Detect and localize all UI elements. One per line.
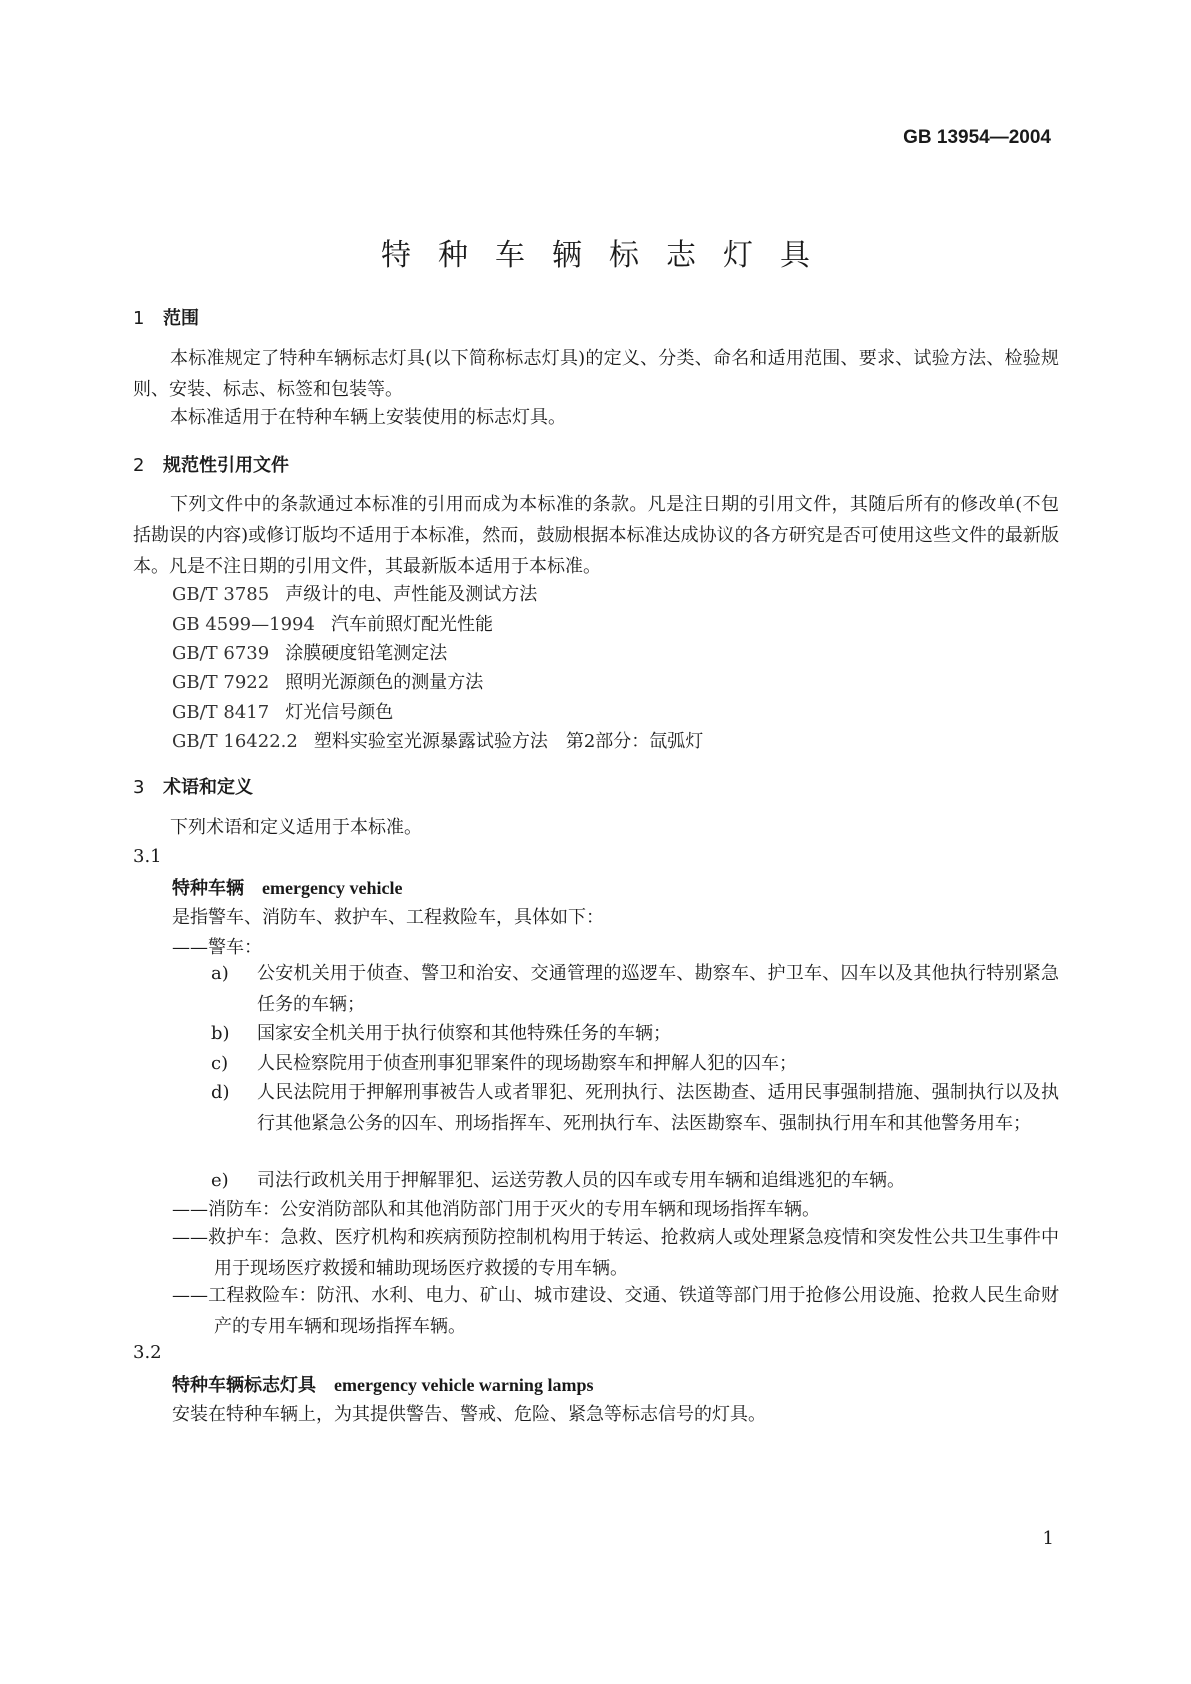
page-number: 1 (1042, 1528, 1054, 1549)
rescue-vehicle-definition (172, 1280, 1059, 1342)
term-definition: 安装在特种车辆上，为其提供警告、警戒、危险、紧急等标志信号的灯具。 (172, 1404, 766, 1425)
list-item (211, 1165, 1059, 1196)
reference-item (172, 580, 537, 606)
list-text: 公安机关用于侦查、警卫和治安、交通管理的巡逻车、勘察车、护卫车、囚车以及其他执行特别紧急任务的车辆； (257, 963, 1059, 1015)
reference-item (172, 639, 447, 665)
reference-code: GB/T 8417 (172, 702, 270, 723)
term-number: 3.2 (133, 1342, 162, 1363)
reference-item (172, 727, 703, 753)
section-title: 规范性引用文件 (163, 455, 289, 476)
list-label: c) (211, 1053, 229, 1074)
term-english: emergency vehicle (262, 878, 403, 898)
section-3-paragraph-1: 下列术语和定义适用于本标准。 (170, 817, 422, 838)
reference-item (172, 668, 483, 694)
reference-code: GB/T 6739 (172, 643, 270, 664)
section-number: 3 (133, 777, 145, 798)
reference-title: 塑料实验室光源暴露试验方法 第2部分：氙弧灯 (313, 731, 704, 752)
standard-code: GB 13954—2004 (903, 127, 1051, 148)
section-1-paragraph-2: 本标准适用于在特种车辆上安装使用的标志灯具。 (170, 407, 566, 428)
reference-title: 汽车前照灯配光性能 (330, 614, 493, 635)
list-text: 人民法院用于押解刑事被告人或者罪犯、死刑执行、法医勘查、适用民事强制措施、强制执行以及执行其他紧急公务的囚车、刑场指挥车、死刑执行车、法医勘察车、强制执行用车和其他警务用车； (257, 1082, 1059, 1134)
term-intro: 是指警车、消防车、救护车、工程救险车，具体如下： (172, 907, 604, 928)
reference-item (172, 698, 393, 724)
term-english: emergency vehicle warning lamps (334, 1375, 594, 1395)
section-title: 范围 (163, 308, 199, 329)
police-vehicle-heading: ——警车： (172, 937, 262, 958)
reference-item (172, 610, 493, 636)
reference-code: GB/T 3785 (172, 584, 270, 605)
list-text: 人民检察院用于侦查刑事犯罪案件的现场勘察车和押解人犯的囚车； (257, 1053, 797, 1074)
definition-text: ——工程救险车：防汛、水利、电力、矿山、城市建设、交通、铁道等部门用于抢修公用设施、抢救人民生命财产的专用车辆和现场指挥车辆。 (172, 1285, 1059, 1337)
term-chinese: 特种车辆标志灯具 (172, 1375, 316, 1396)
section-number: 1 (133, 308, 145, 329)
definition-text: ——救护车：急救、医疗机构和疾病预防控制机构用于转运、抢救病人或处理紧急疫情和突发性公共卫生事件中用于现场医疗救援和辅助现场医疗救援的专用车辆。 (172, 1227, 1059, 1279)
list-label: b) (211, 1023, 230, 1044)
term-heading (172, 874, 402, 900)
reference-title: 涂膜硬度铅笔测定法 (285, 643, 448, 664)
reference-code: GB/T 7922 (172, 672, 270, 693)
list-item (211, 1077, 1059, 1139)
reference-code: GB 4599—1994 (172, 614, 315, 635)
section-number: 2 (133, 455, 145, 476)
section-1-paragraph-1: 本标准规定了特种车辆标志灯具(以下简称标志灯具)的定义、分类、命名和适用范围、要求、试验方法、检验规则、安装、标志、标签和包装等。 (133, 348, 1059, 400)
term-number: 3.1 (133, 846, 162, 867)
reference-title: 照明光源颜色的测量方法 (285, 672, 484, 693)
list-label: a) (211, 963, 229, 984)
reference-code: GB/T 16422.2 (172, 731, 298, 752)
list-label: d) (211, 1082, 230, 1103)
section-3-heading (133, 773, 253, 799)
list-item (211, 1048, 1059, 1079)
list-text: 司法行政机关用于押解罪犯、运送劳教人员的囚车或专用车辆和追缉逃犯的车辆。 (257, 1170, 905, 1191)
term-chinese: 特种车辆 (172, 878, 244, 899)
term-heading (172, 1371, 593, 1397)
list-label: e) (211, 1170, 229, 1191)
reference-title: 声级计的电、声性能及测试方法 (285, 584, 538, 605)
section-title: 术语和定义 (163, 777, 253, 798)
list-text: 国家安全机关用于执行侦察和其他特殊任务的车辆； (257, 1023, 671, 1044)
ambulance-definition (172, 1222, 1059, 1284)
document-title: 特种车辆标志灯具 (381, 238, 837, 273)
section-1-heading (133, 304, 199, 330)
list-item (211, 958, 1059, 1020)
section-2-heading (133, 451, 289, 477)
definition-text: ——消防车：公安消防部队和其他消防部门用于灭火的专用车辆和现场指挥车辆。 (172, 1199, 820, 1220)
list-item (211, 1018, 1059, 1049)
section-2-paragraph-1: 下列文件中的条款通过本标准的引用而成为本标准的条款。凡是注日期的引用文件，其随后所有的修改单(不包括勘误的内容)或修订版均不适用于本标准，然而，鼓励根据本标准达成协议的各方研究是否可使用这些文件的最新版本。凡是不注日期的引用文件，其最新版本适用于本标准。 (133, 494, 1059, 577)
reference-title: 灯光信号颜色 (285, 702, 394, 723)
fire-truck-definition (172, 1194, 1059, 1225)
